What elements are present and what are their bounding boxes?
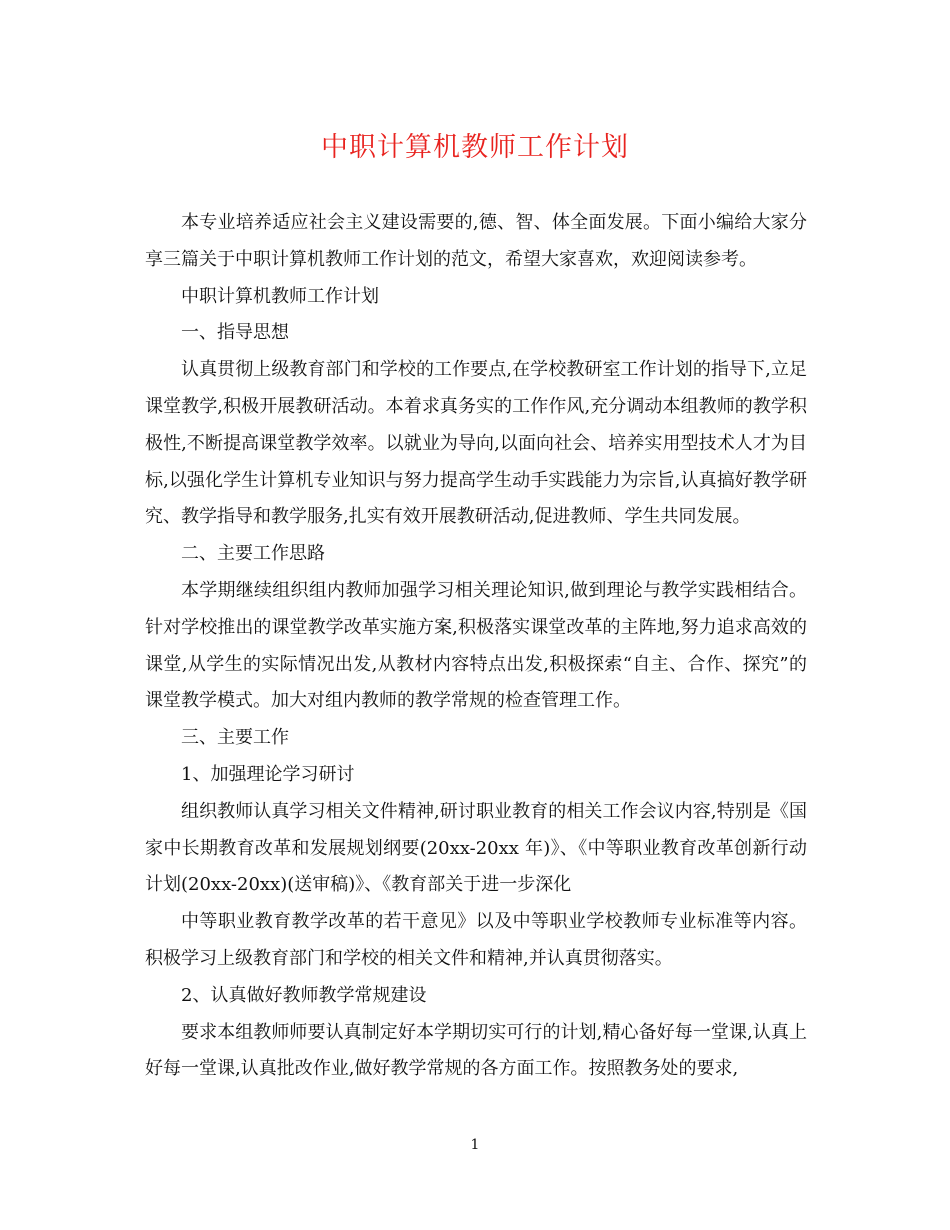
document-title: 中职计算机教师工作计划 xyxy=(321,132,629,163)
section-heading: 一、指导思想 xyxy=(181,322,289,344)
paragraph: 认真贯彻上级教育部门和学校的工作要点,在学校教研室工作计划的指导下,立足课堂教学,积极开展教研活动。本着求真务实的工作作风,充分调动本组教师的教学积极性,不断提高课堂教学效率。以就业为导向,以面向社会、培养实用型技术人才为目标,以强化学生计算机专业知识与努力提高学生动手实践能力为宗旨,认真搞好教学研究、教学指导和教学服务,扎实有效开展教研活动,促进教师、学生共同发展。 xyxy=(145,359,807,528)
paragraph: 本专业培养适应社会主义建设需要的,德、智、体全面发展。下面小编给大家分享三篇关于中职计算机教师工作计划的范文，希望大家喜欢，欢迎阅读参考。 xyxy=(145,212,807,270)
subsection-heading: 2、认真做好教师教学常规建设 xyxy=(181,984,427,1006)
paragraph: 要求本组教师师要认真制定好本学期切实可行的计划,精心备好每一堂课,认真上好每一堂课,认真批改作业,做好教学常规的各方面工作。按照教务处的要求, xyxy=(145,1021,807,1080)
paragraph: 中职计算机教师工作计划 xyxy=(181,285,379,307)
paragraph: 中等职业教育教学改革的若干意见》以及中等职业学校教师专业标准等内容。积极学习上级教育部门和学校的相关文件和精神,并认真贯彻落实。 xyxy=(145,911,807,969)
section-heading: 二、主要工作思路 xyxy=(181,543,325,565)
subsection-heading: 1、加强理论学习研讨 xyxy=(181,763,355,785)
section-heading: 三、主要工作 xyxy=(181,727,289,749)
page-number: 1 xyxy=(470,1137,480,1153)
paragraph: 本学期继续组织组内教师加强学习相关理论知识,做到理论与教学实践相结合。针对学校推出的课堂教学改革实施方案,积极落实课堂改革的主阵地,努力追求高效的课堂,从学生的实际情况出发,从教材内容特点出发,积极探索“自主、合作、探究”的课堂教学模式。加大对组内教师的教学常规的检查管理工作。 xyxy=(145,579,807,712)
document-body xyxy=(145,205,807,1088)
paragraph: 组织教师认真学习相关文件精神,研讨职业教育的相关工作会议内容,特别是《国家中长期教育改革和发展规划纲要(20xx-20xx 年)》、《中等职业教育改革创新行动计划(20xx-20xx)(送审稿)》、《教育部关于进一步深化 xyxy=(145,800,807,896)
